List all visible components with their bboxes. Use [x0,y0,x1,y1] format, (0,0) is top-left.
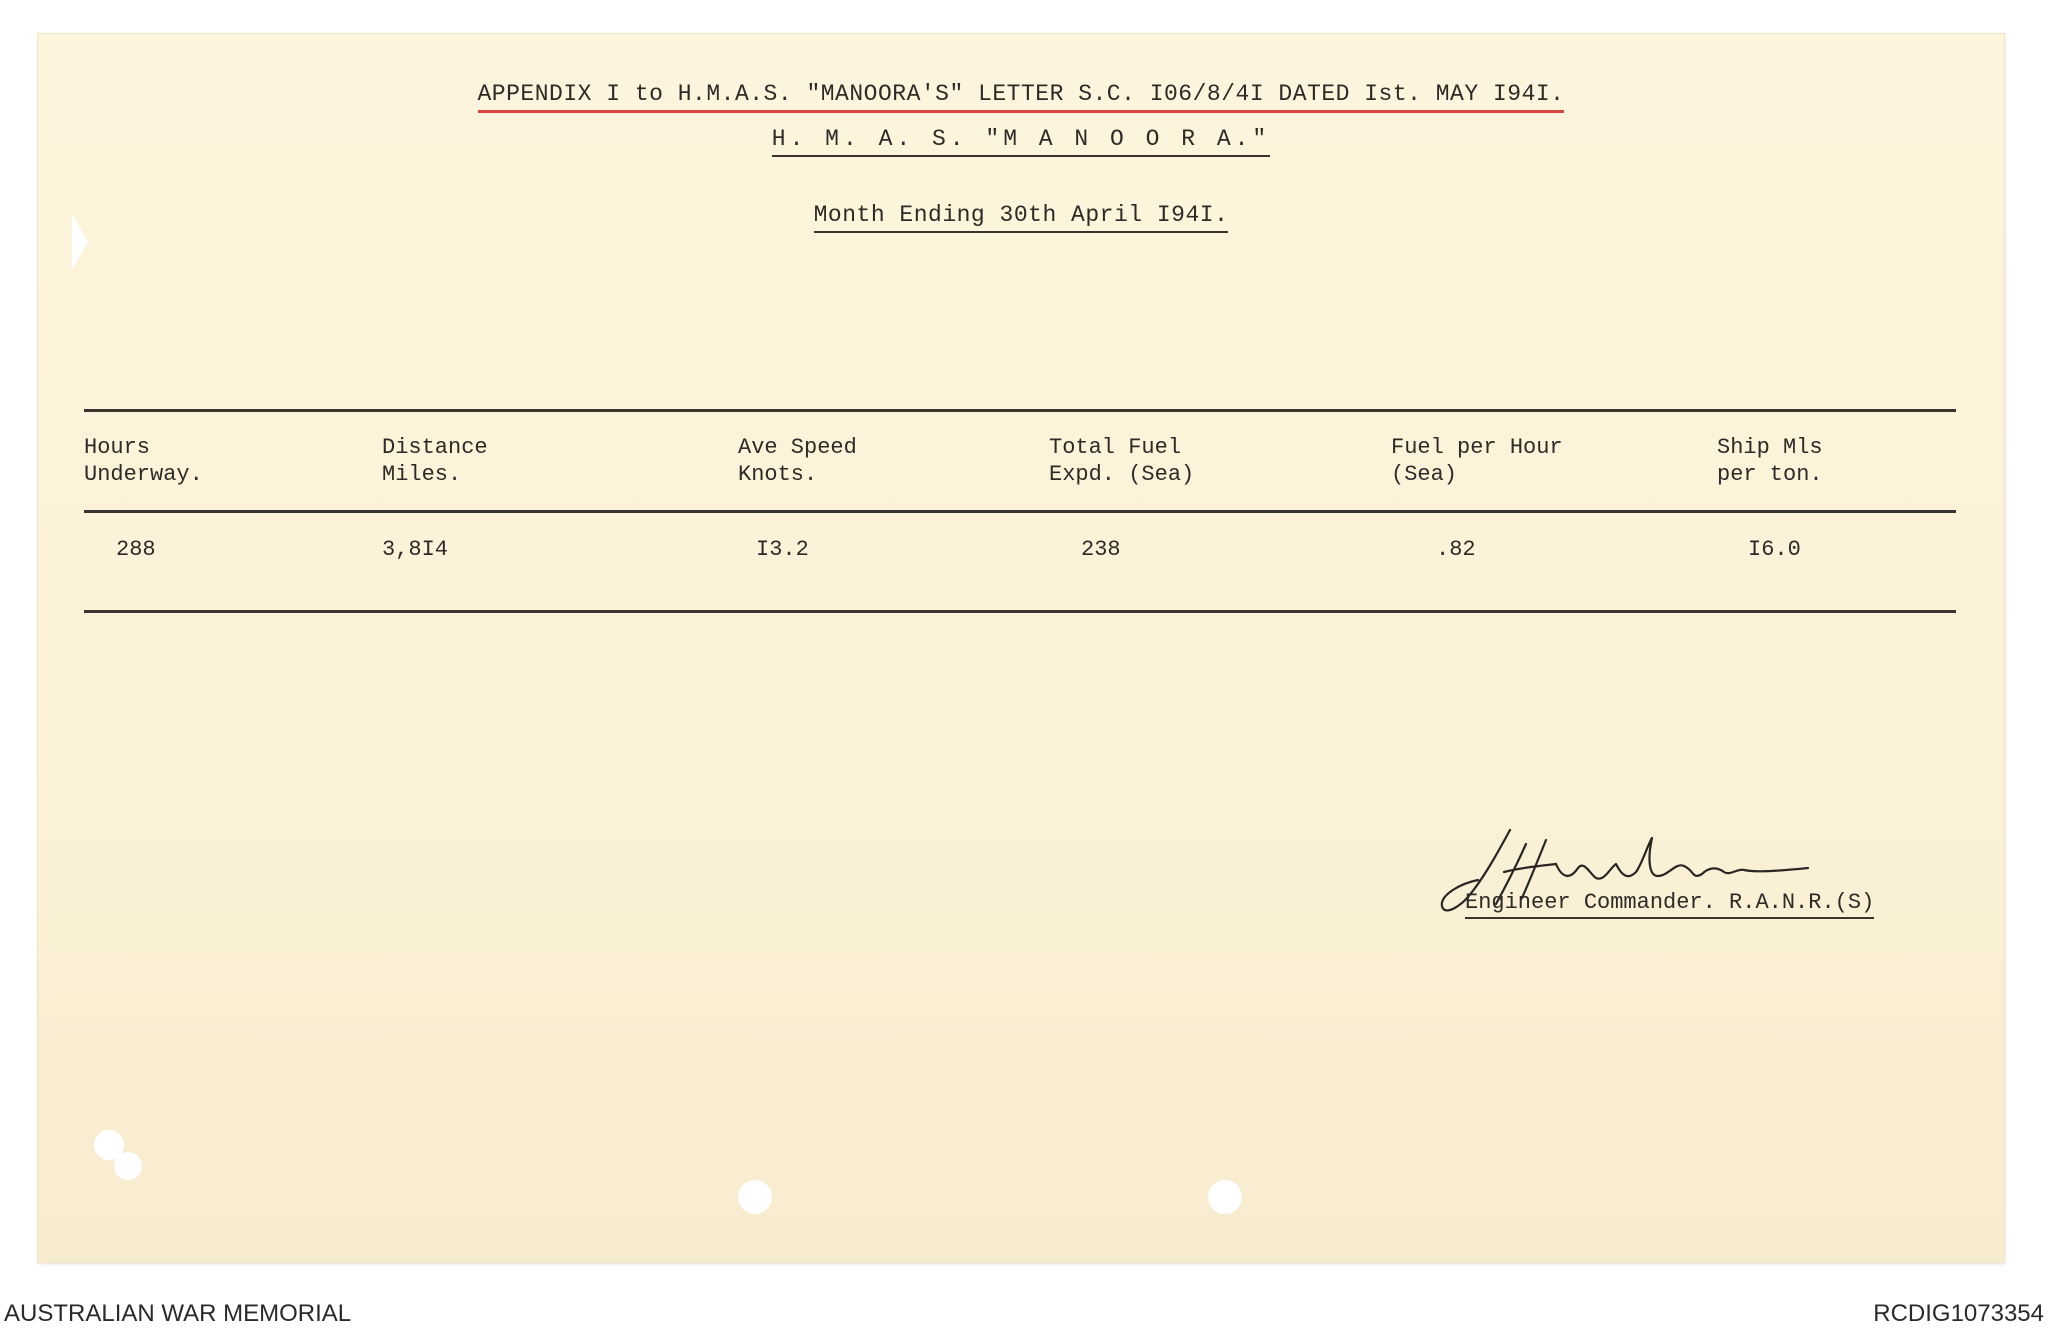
appendix-heading [38,81,2004,113]
footer-source: AUSTRALIAN WAR MEMORIAL [4,1300,352,1327]
header-fuel-per-hour: Fuel per Hour (Sea) [1391,435,1563,487]
header-distance-miles: Distance Miles. [382,435,488,487]
signatory-title: Engineer Commander. R.A.N.R.(S) [1465,890,1874,919]
cell-ave-speed: I3.2 [756,537,809,562]
ship-heading [38,126,2004,157]
period-heading-text: Month Ending 30th April I94I. [814,202,1229,233]
document-page [38,34,2004,1262]
table-header-rule [84,510,1956,513]
table-bottom-rule [84,610,1956,613]
table-top-rule [84,409,1956,412]
header-ave-speed: Ave Speed Knots. [738,435,857,487]
punch-hole [1208,1180,1242,1214]
cell-total-fuel: 238 [1081,537,1121,562]
appendix-heading-text: APPENDIX I to H.M.A.S. "MANOORA'S" LETTER S.C. I06/8/4I DATED Ist. MAY I94I. [478,81,1565,113]
cell-hours-underway: 288 [116,537,156,562]
header-total-fuel: Total Fuel Expd. (Sea) [1049,435,1195,487]
header-hours-underway: Hours Underway. [84,435,203,487]
cell-fuel-per-hour: .82 [1436,537,1476,562]
header-ship-miles-per-ton: Ship Mls per ton. [1717,435,1823,487]
cell-distance-miles: 3,8I4 [382,537,449,562]
period-heading [38,202,2004,233]
cell-ship-miles-per-ton: I6.0 [1748,537,1801,562]
punch-hole [114,1152,142,1180]
punch-hole [738,1180,772,1214]
footer-id: RCDIG1073354 [1873,1300,2044,1327]
ship-heading-text: H. M. A. S. "M A N O O R A." [772,126,1270,157]
